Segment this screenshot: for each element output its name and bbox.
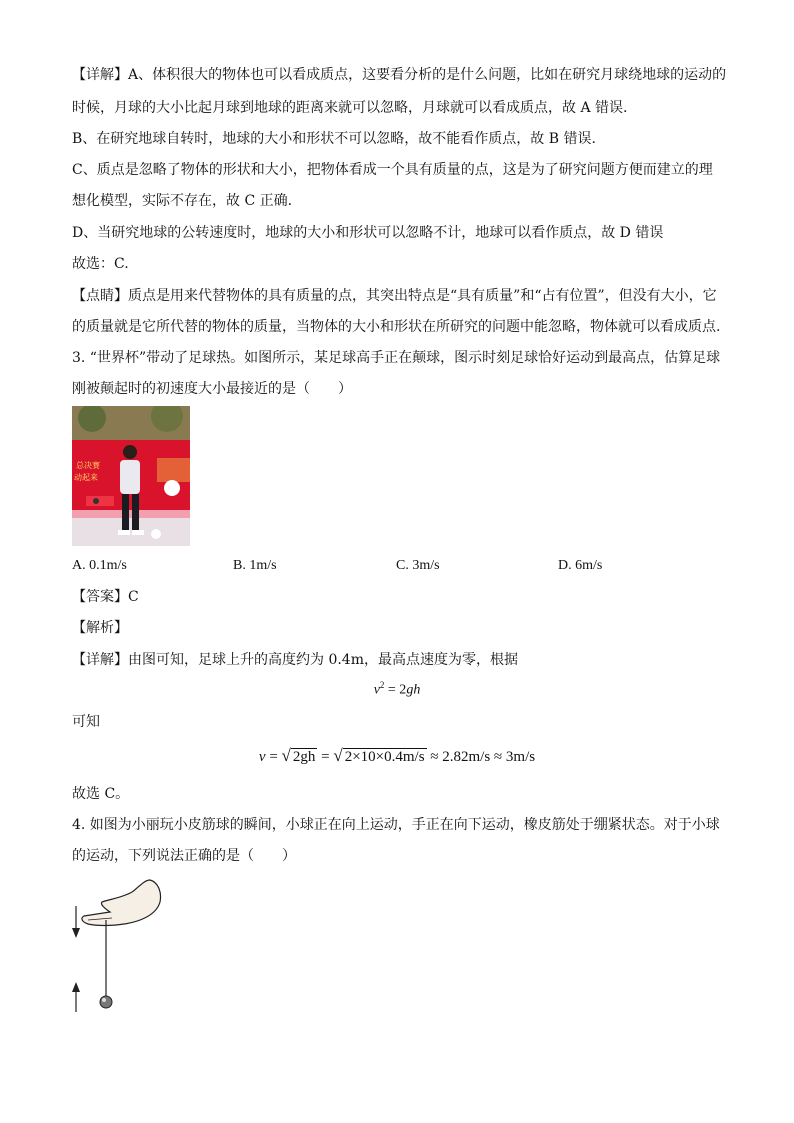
option-c: C. 3m/s: [396, 558, 440, 573]
remark-line-2: 的质量就是它所代替的物体的质量，当物体的大小和形状在所研究的问题中能忽略，物体就可以看成质点.: [72, 319, 721, 335]
formula-exponent: 2: [379, 680, 385, 690]
kezhi-line: 可知: [72, 714, 100, 730]
q3-stem-line-2: 刚被颠起时的初速度大小最接近的是（ ）: [72, 381, 352, 397]
sqrt-numeric: 2×10×0.4m/s: [344, 749, 425, 765]
detail-line-3: B、在研究地球自转时，地球的大小和形状不可以忽略，故不能看作质点，故 B 错误.: [72, 131, 596, 147]
q4-stem-line-1: 4. 如图为小丽玩小皮筋球的瞬间，小球正在向上运动，手正在向下运动，橡皮筋处于绷紧状态。对于小球: [72, 817, 720, 833]
ball-icon: [100, 996, 112, 1008]
option-a: A. 0.1m/s: [72, 558, 127, 573]
sqrt-2gh: 2gh: [292, 749, 316, 765]
formula-gh: gh: [406, 682, 421, 698]
q3-conclusion: 故选 C。: [72, 786, 130, 802]
formula-velocity: [0, 746, 794, 766]
q3-stem-line-1: 3. “世界杯”带动了足球热。如图所示，某足球高手正在颠球，图示时刻足球恰好运动到最高点，估算足球: [72, 350, 721, 366]
hand-rubber-ball-figure: [66, 878, 186, 1018]
answer-label: 【答案】C: [72, 589, 139, 605]
football-juggling-photo: [72, 406, 190, 546]
formula-v: v: [373, 682, 380, 698]
detail-line-6: D、当研究地球的公转速度时，地球的大小和形状可以忽略不计，地球可以看作质点，故 D 错误: [72, 225, 664, 241]
detail-line-1: 【详解】A、体积很大的物体也可以看成质点，这要看分析的是什么问题，比如在研究月球绕地球的运动的: [72, 67, 727, 83]
remark-line-1: 【点睛】质点是用来代替物体的具有质量的点，其突出特点是“具有质量”和“占有位置”，但没有大小，它: [72, 288, 717, 304]
formula-equals: = 2: [384, 682, 407, 698]
formula-v-squared: [0, 680, 794, 699]
detail-line-4: C、质点是忽略了物体的形状和大小，把物体看成一个具有质量的点，这是为了研究问题方便而建立的理: [72, 162, 713, 178]
sqrt-symbol-1: √: [281, 746, 291, 765]
answer-choice-line: 故选：C.: [72, 256, 129, 272]
formula2-eq2: =: [317, 749, 334, 765]
option-b: B. 1m/s: [233, 558, 277, 573]
formula2-result: ≈ 2.82m/s ≈ 3m/s: [426, 749, 536, 765]
q3-detail-line: 【详解】由图可知，足球上升的高度约为 0.4m，最高点速度为零，根据: [72, 652, 518, 668]
formula2-v: v: [258, 749, 266, 765]
detail-line-5: 想化模型，实际不存在，故 C 正确.: [72, 193, 293, 209]
option-d: D. 6m/s: [558, 558, 603, 573]
sqrt-symbol-2: √: [333, 746, 343, 765]
svg-text:动起来: 动起来: [74, 473, 98, 482]
hand-icon: [82, 880, 161, 926]
detail-line-2: 时候，月球的大小比起月球到地球的距离来就可以忽略，月球就可以看成质点，故 A 错误.: [72, 100, 628, 116]
formula2-eq1: =: [265, 749, 282, 765]
photo-banner-text: 总决赛: [76, 461, 100, 470]
analysis-label: 【解析】: [72, 620, 128, 636]
q4-stem-line-2: 的运动，下列说法正确的是（ ）: [72, 848, 296, 864]
